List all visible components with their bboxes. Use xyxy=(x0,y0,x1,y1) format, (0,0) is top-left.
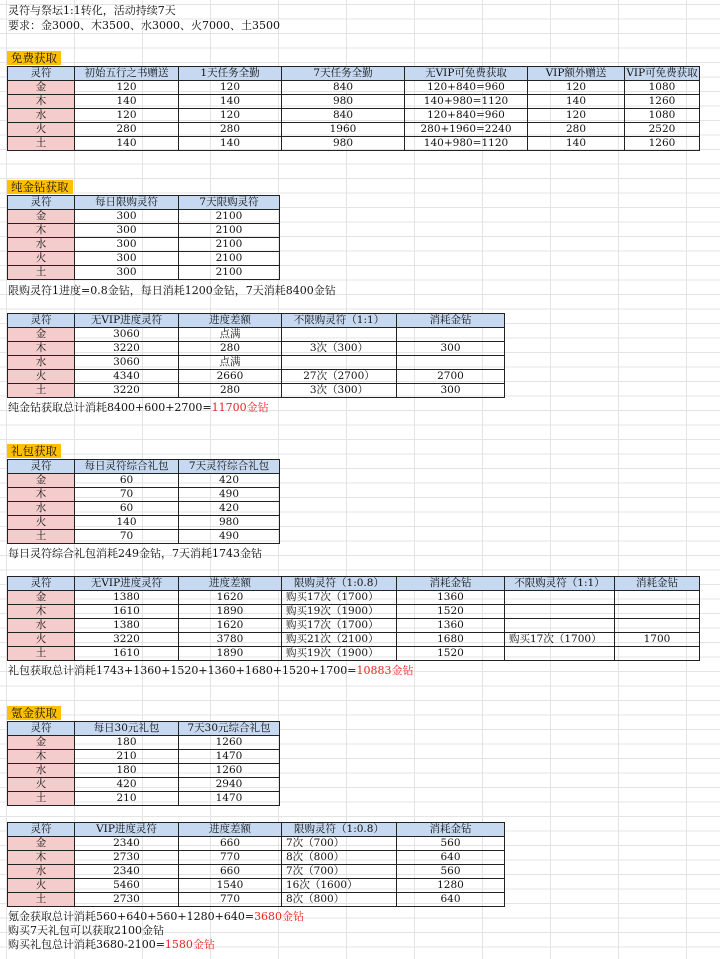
gold-progress-table xyxy=(7,313,505,398)
table-cell: 3060 xyxy=(75,328,179,342)
table-cell: 2100 xyxy=(179,210,280,224)
table-cell: 140 xyxy=(75,516,179,530)
table-cell: 280 xyxy=(528,123,625,137)
table-cell: 1280 xyxy=(397,879,505,893)
column-header: 进度差额 xyxy=(179,823,282,837)
column-header: 消耗金钻 xyxy=(397,577,505,591)
table-cell: 980 xyxy=(282,95,405,109)
krypton-final xyxy=(8,938,215,952)
element-cell: 水 xyxy=(8,502,75,516)
gift-total xyxy=(8,664,413,678)
gift-progress-table xyxy=(7,576,700,661)
gold-total xyxy=(8,401,269,415)
table-cell: 420 xyxy=(179,474,280,488)
column-header: 限购灵符（1:0.8） xyxy=(282,823,397,837)
table-cell: 1960 xyxy=(282,123,405,137)
section-title-gold: 纯金钻获取 xyxy=(7,180,73,194)
table-cell: 180 xyxy=(75,764,179,778)
table-cell: 770 xyxy=(179,851,282,865)
table-cell: 2730 xyxy=(75,893,179,907)
table-cell xyxy=(282,356,397,370)
table-cell: 120 xyxy=(179,109,282,123)
table-cell: 1610 xyxy=(75,647,179,661)
column-header: 每日灵符综合礼包 xyxy=(75,460,179,474)
table-cell: 560 xyxy=(397,837,505,851)
table-cell: 300 xyxy=(75,224,179,238)
table-cell: 购买21次（2100） xyxy=(282,633,397,647)
table-header-row xyxy=(8,67,700,81)
table-cell: 560 xyxy=(397,865,505,879)
element-cell: 火 xyxy=(8,778,75,792)
column-header: 灵符 xyxy=(8,577,75,591)
table-cell: 140+980=1120 xyxy=(405,95,528,109)
column-header: VIP进度灵符 xyxy=(75,823,179,837)
table-cell: 1080 xyxy=(625,109,700,123)
table-cell xyxy=(282,328,397,342)
table-row xyxy=(8,81,700,95)
section-title-krypton: 氪金获取 xyxy=(7,706,61,720)
table-cell: 1540 xyxy=(179,879,282,893)
element-cell: 金 xyxy=(8,328,75,342)
column-header: 灵符 xyxy=(8,314,75,328)
column-header: 7天任务全勤 xyxy=(282,67,405,81)
table-header-row xyxy=(8,577,700,591)
section-title-free: 免费获取 xyxy=(7,51,61,65)
table-cell: 2100 xyxy=(179,238,280,252)
table-header-row xyxy=(8,722,280,736)
table-cell: 980 xyxy=(282,137,405,151)
element-cell: 火 xyxy=(8,370,75,384)
table-row xyxy=(8,764,280,778)
table-cell: 210 xyxy=(75,750,179,764)
krypton-total xyxy=(8,910,304,924)
column-header: 消耗金钻 xyxy=(615,577,700,591)
table-row xyxy=(8,647,700,661)
table-row xyxy=(8,137,700,151)
table-cell: 2940 xyxy=(179,778,280,792)
column-header: 1天任务全勤 xyxy=(179,67,282,81)
table-row xyxy=(8,109,700,123)
krypton-final-value: 1580金钻 xyxy=(164,938,215,951)
table-cell: 5460 xyxy=(75,879,179,893)
table-cell: 8次（800） xyxy=(282,851,397,865)
table-cell: 2340 xyxy=(75,865,179,879)
table-cell: 640 xyxy=(397,893,505,907)
header-line-1: 灵符与祭坛1:1转化，活动持续7天 xyxy=(8,4,176,17)
table-cell: 购买19次（1900） xyxy=(282,647,397,661)
table-cell: 购买19次（1900） xyxy=(282,605,397,619)
table-cell: 2730 xyxy=(75,851,179,865)
table-cell: 120 xyxy=(179,81,282,95)
table-cell: 点满 xyxy=(179,328,282,342)
table-cell: 1260 xyxy=(179,736,280,750)
element-cell: 金 xyxy=(8,474,75,488)
element-cell: 木 xyxy=(8,95,75,109)
element-cell: 金 xyxy=(8,81,75,95)
table-row xyxy=(8,474,280,488)
table-cell xyxy=(615,605,700,619)
table-cell: 120+840=960 xyxy=(405,81,528,95)
table-row xyxy=(8,502,280,516)
table-cell: 70 xyxy=(75,488,179,502)
table-cell: 1890 xyxy=(179,605,282,619)
table-cell: 1680 xyxy=(397,633,505,647)
gold-total-formula: 纯金钻获取总计消耗8400+600+2700= xyxy=(8,401,212,414)
table-row xyxy=(8,488,280,502)
table-cell: 300 xyxy=(397,342,505,356)
table-cell: 1380 xyxy=(75,591,179,605)
table-cell: 300 xyxy=(75,252,179,266)
element-cell: 金 xyxy=(8,837,75,851)
element-cell: 土 xyxy=(8,792,75,806)
element-cell: 土 xyxy=(8,893,75,907)
table-row xyxy=(8,238,280,252)
table-cell: 140 xyxy=(179,137,282,151)
column-header: 每日限购灵符 xyxy=(75,196,179,210)
column-header: 灵符 xyxy=(8,67,75,81)
table-row xyxy=(8,224,280,238)
element-cell: 土 xyxy=(8,384,75,398)
header-line-2: 要求：金3000、木3500、水3000、火7000、土3500 xyxy=(8,19,280,32)
table-cell: 140 xyxy=(528,137,625,151)
table-cell: 60 xyxy=(75,502,179,516)
table-cell: 70 xyxy=(75,530,179,544)
table-row xyxy=(8,266,280,280)
table-cell: 3次（300） xyxy=(282,342,397,356)
element-cell: 水 xyxy=(8,865,75,879)
table-row xyxy=(8,384,505,398)
table-cell: 16次（1600） xyxy=(282,879,397,893)
table-header-row xyxy=(8,823,505,837)
element-cell: 木 xyxy=(8,488,75,502)
table-row xyxy=(8,750,280,764)
table-cell: 120 xyxy=(75,109,179,123)
table-row xyxy=(8,342,505,356)
column-header: 不限购灵符（1:1） xyxy=(505,577,615,591)
table-cell: 1360 xyxy=(397,591,505,605)
table-cell: 280 xyxy=(179,342,282,356)
element-cell: 水 xyxy=(8,238,75,252)
table-cell: 1380 xyxy=(75,619,179,633)
table-row xyxy=(8,851,505,865)
column-header: 7天灵符综合礼包 xyxy=(179,460,280,474)
table-header-row xyxy=(8,460,280,474)
table-cell xyxy=(615,591,700,605)
column-header: 初始五行之书赠送 xyxy=(75,67,179,81)
table-header-row xyxy=(8,196,280,210)
table-cell: 180 xyxy=(75,736,179,750)
column-header: 每日30元礼包 xyxy=(75,722,179,736)
table-cell: 2700 xyxy=(397,370,505,384)
table-row xyxy=(8,356,505,370)
element-cell: 木 xyxy=(8,224,75,238)
table-cell: 3次（300） xyxy=(282,384,397,398)
table-row xyxy=(8,619,700,633)
element-cell: 木 xyxy=(8,605,75,619)
table-cell: 1520 xyxy=(397,647,505,661)
table-cell: 280 xyxy=(75,123,179,137)
table-cell: 3220 xyxy=(75,384,179,398)
table-cell: 300 xyxy=(397,384,505,398)
table-cell: 1890 xyxy=(179,647,282,661)
element-cell: 金 xyxy=(8,210,75,224)
table-cell: 210 xyxy=(75,792,179,806)
table-cell: 3220 xyxy=(75,633,179,647)
table-cell xyxy=(397,328,505,342)
table-cell: 300 xyxy=(75,210,179,224)
table-cell: 1470 xyxy=(179,750,280,764)
table-cell: 140 xyxy=(528,95,625,109)
element-cell: 火 xyxy=(8,123,75,137)
table-cell: 280 xyxy=(179,123,282,137)
table-cell: 60 xyxy=(75,474,179,488)
table-cell: 770 xyxy=(179,893,282,907)
table-cell: 420 xyxy=(179,502,280,516)
table-cell: 1610 xyxy=(75,605,179,619)
table-cell: 2520 xyxy=(625,123,700,137)
table-cell: 660 xyxy=(179,865,282,879)
krypton-final-formula: 购买礼包总计消耗3680-2100= xyxy=(8,938,165,951)
table-cell: 2660 xyxy=(179,370,282,384)
table-cell: 300 xyxy=(75,266,179,280)
table-cell: 3780 xyxy=(179,633,282,647)
table-cell: 840 xyxy=(282,81,405,95)
table-cell: 1260 xyxy=(179,764,280,778)
column-header: 消耗金钻 xyxy=(397,823,505,837)
element-cell: 金 xyxy=(8,591,75,605)
table-cell: 2100 xyxy=(179,266,280,280)
table-row xyxy=(8,530,280,544)
table-cell: 1620 xyxy=(179,619,282,633)
table-cell: 120 xyxy=(528,81,625,95)
element-cell: 土 xyxy=(8,530,75,544)
table-cell: 120+840=960 xyxy=(405,109,528,123)
column-header: 进度差额 xyxy=(179,577,282,591)
table-row xyxy=(8,879,505,893)
column-header: 无VIP进度灵符 xyxy=(75,577,179,591)
table-cell: 购买17次（1700） xyxy=(282,591,397,605)
element-cell: 土 xyxy=(8,266,75,280)
table-cell: 2100 xyxy=(179,224,280,238)
gift-pack-table xyxy=(7,459,280,544)
table-row xyxy=(8,210,280,224)
section-title-gift: 礼包获取 xyxy=(7,444,61,458)
table-cell: 8次（800） xyxy=(282,893,397,907)
table-cell: 140+980=1120 xyxy=(405,137,528,151)
table-cell: 3060 xyxy=(75,356,179,370)
table-cell: 1360 xyxy=(397,619,505,633)
element-cell: 火 xyxy=(8,879,75,893)
element-cell: 木 xyxy=(8,851,75,865)
table-row xyxy=(8,792,280,806)
table-row xyxy=(8,252,280,266)
column-header: 无VIP进度灵符 xyxy=(75,314,179,328)
table-cell: 1700 xyxy=(615,633,700,647)
column-header: 7天30元综合礼包 xyxy=(179,722,280,736)
krypton-total-formula: 氪金获取总计消耗560+640+560+1280+640= xyxy=(8,910,255,923)
element-cell: 火 xyxy=(8,516,75,530)
table-cell: 140 xyxy=(179,95,282,109)
table-cell: 1520 xyxy=(397,605,505,619)
table-cell: 2340 xyxy=(75,837,179,851)
column-header: 无VIP可免费获取 xyxy=(405,67,528,81)
table-cell xyxy=(505,619,615,633)
table-cell: 420 xyxy=(75,778,179,792)
table-cell: 840 xyxy=(282,109,405,123)
gold-limit-table xyxy=(7,195,280,280)
table-cell: 点满 xyxy=(179,356,282,370)
column-header: 灵符 xyxy=(8,460,75,474)
table-cell: 300 xyxy=(75,238,179,252)
table-row xyxy=(8,123,700,137)
table-row xyxy=(8,95,700,109)
column-header: 7天限购灵符 xyxy=(179,196,280,210)
element-cell: 水 xyxy=(8,619,75,633)
element-cell: 火 xyxy=(8,252,75,266)
table-cell: 7次（700） xyxy=(282,865,397,879)
free-table xyxy=(7,66,700,151)
table-row xyxy=(8,605,700,619)
table-cell xyxy=(397,356,505,370)
table-row xyxy=(8,591,700,605)
element-cell: 金 xyxy=(8,736,75,750)
table-cell: 27次（2700） xyxy=(282,370,397,384)
element-cell: 火 xyxy=(8,633,75,647)
table-cell: 140 xyxy=(75,95,179,109)
gift-note: 每日灵符综合礼包消耗249金钻，7天消耗1743金钻 xyxy=(8,547,262,560)
table-cell: 640 xyxy=(397,851,505,865)
element-cell: 土 xyxy=(8,137,75,151)
table-cell: 980 xyxy=(179,516,280,530)
table-cell: 2100 xyxy=(179,252,280,266)
table-cell: 120 xyxy=(75,81,179,95)
gift-total-value: 10883金钻 xyxy=(356,664,414,677)
table-row xyxy=(8,865,505,879)
column-header: 限购灵符（1:0.8） xyxy=(282,577,397,591)
krypton-total-value: 3680金钻 xyxy=(254,910,305,923)
table-row xyxy=(8,633,700,647)
table-cell: 4340 xyxy=(75,370,179,384)
table-cell: 1080 xyxy=(625,81,700,95)
table-cell xyxy=(615,619,700,633)
column-header: 灵符 xyxy=(8,722,75,736)
table-header-row xyxy=(8,314,505,328)
element-cell: 水 xyxy=(8,109,75,123)
column-header: 灵符 xyxy=(8,196,75,210)
column-header: VIP额外赠送 xyxy=(528,67,625,81)
table-row xyxy=(8,328,505,342)
table-cell: 120 xyxy=(528,109,625,123)
table-cell: 3220 xyxy=(75,342,179,356)
column-header: 消耗金钻 xyxy=(397,314,505,328)
table-cell: 140 xyxy=(75,137,179,151)
gift-total-formula: 礼包获取总计消耗1743+1360+1520+1360+1680+1520+1700= xyxy=(8,664,357,677)
table-row xyxy=(8,736,280,750)
table-row xyxy=(8,370,505,384)
table-cell: 280 xyxy=(179,384,282,398)
table-cell: 1260 xyxy=(625,95,700,109)
gold-note: 限购灵符1进度=0.8金钻，每日消耗1200金钻，7天消耗8400金钻 xyxy=(8,284,336,297)
table-row xyxy=(8,778,280,792)
table-cell xyxy=(505,605,615,619)
table-cell xyxy=(615,647,700,661)
element-cell: 水 xyxy=(8,356,75,370)
krypton-note: 购买7天礼包可以获取2100金钻 xyxy=(8,924,164,937)
column-header: VIP可免费获取 xyxy=(626,67,698,79)
table-cell: 1470 xyxy=(179,792,280,806)
column-header: 灵符 xyxy=(8,823,75,837)
table-cell: 购买17次（1700） xyxy=(282,619,397,633)
column-header: 不限购灵符（1:1） xyxy=(282,314,397,328)
table-row xyxy=(8,516,280,530)
krypton-pack-table xyxy=(7,721,280,806)
krypton-progress-table xyxy=(7,822,505,907)
table-cell: 660 xyxy=(179,837,282,851)
table-cell: 280+1960=2240 xyxy=(405,123,528,137)
table-cell: 1260 xyxy=(625,137,700,151)
table-cell: 7次（700） xyxy=(282,837,397,851)
table-cell xyxy=(505,647,615,661)
table-row xyxy=(8,893,505,907)
element-cell: 土 xyxy=(8,647,75,661)
table-row xyxy=(8,837,505,851)
table-cell xyxy=(505,591,615,605)
element-cell: 水 xyxy=(8,764,75,778)
gold-total-value: 11700金钻 xyxy=(211,401,269,414)
column-header: 进度差额 xyxy=(179,314,282,328)
table-cell: 1620 xyxy=(179,591,282,605)
element-cell: 木 xyxy=(8,750,75,764)
table-cell: 490 xyxy=(179,488,280,502)
table-cell: 490 xyxy=(179,530,280,544)
element-cell: 木 xyxy=(8,342,75,356)
table-cell: 购买17次（1700） xyxy=(505,633,615,647)
